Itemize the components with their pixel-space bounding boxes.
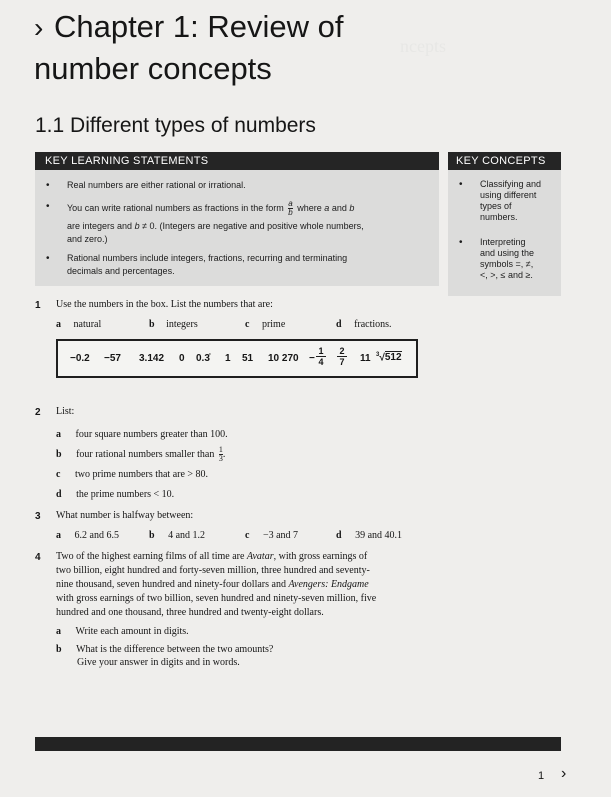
option-text: Write each amount in digits. (75, 626, 189, 637)
q1-option-b (149, 318, 198, 332)
option-letter: b (149, 530, 155, 541)
q4-line: with gross earnings of two billion, seven hundred and ninety-seven million, five (56, 593, 377, 604)
option-text: 6.2 and 6.5 (74, 530, 119, 541)
footer-bar (35, 737, 561, 751)
variable-a: a (324, 202, 330, 213)
q4-option-b (56, 643, 273, 657)
option-text: integers (166, 319, 198, 330)
option-letter: a (56, 429, 61, 440)
bullet-icon: • (459, 179, 463, 190)
option-letter: c (56, 469, 61, 480)
key-learning-text: where (297, 202, 322, 213)
film-title-avatar: Avatar (246, 551, 274, 562)
box-number: 51 (242, 353, 254, 364)
q4-option-b-line2: Give your answer in digits and in words. (77, 657, 240, 668)
film-title-avengers: Avengers: Endgame (288, 579, 369, 590)
bullet-icon: • (459, 237, 463, 248)
box-cube-root: $^3$√512 (376, 352, 402, 364)
box-number-recurring: 0.3̇ (196, 353, 210, 364)
option-text: −3 and 7 (262, 530, 299, 541)
bullet-icon: • (46, 180, 50, 191)
question-number-2: 2 (35, 407, 41, 418)
bullet-icon: • (46, 253, 50, 264)
key-concept-1 (459, 179, 558, 223)
section-title: 1.1 Different types of numbers (35, 114, 316, 137)
key-learning-header: KEY LEARNING STATEMENTS (35, 152, 439, 170)
question-2-text: List: (56, 406, 75, 417)
option-text: fractions. (354, 319, 392, 330)
variable-b: b (349, 202, 355, 213)
q4-line: nine thousand, seven hundred and ninety-four dollars and (56, 579, 286, 590)
box-number: 0 (179, 353, 185, 364)
q3-option-b (149, 529, 205, 543)
option-text: natural (73, 319, 102, 330)
key-learning-bullet-3 (46, 252, 432, 278)
option-letter: b (56, 448, 62, 460)
q1-option-a (56, 318, 101, 332)
option-text: What is the difference between the two amounts? (76, 644, 274, 655)
option-letter: d (336, 319, 342, 330)
key-concepts-panel (448, 170, 561, 296)
option-letter: c (245, 530, 250, 541)
box-number: 1 (225, 353, 231, 364)
box-number: 10 270 (268, 353, 299, 364)
fraction-one-third: $\frac{1}{3}$ (218, 445, 223, 463)
option-letter: d (56, 489, 62, 500)
question-number-4: 4 (35, 552, 41, 563)
key-concept-2 (459, 237, 558, 281)
key-concepts-header: KEY CONCEPTS (448, 152, 561, 170)
key-learning-text: and (331, 202, 347, 213)
option-suffix: . (222, 448, 226, 460)
q3-option-a (56, 529, 119, 543)
box-fraction-two-sevenths: $\frac{2}{7}$ (337, 346, 347, 368)
q2-option-d (56, 488, 174, 502)
q4-line: , with gross earnings of (273, 551, 368, 562)
option-text: 39 and 40.1 (355, 530, 403, 541)
key-learning-text: decimals and percentages. (67, 266, 175, 276)
q3-option-c (245, 529, 298, 543)
box-fraction-one-quarter: $\frac{1}{4}$ (316, 346, 326, 368)
option-text: four square numbers greater than 100. (75, 429, 228, 440)
key-concept-line: types of (480, 201, 512, 211)
q4-line: two billion, eight hundred and forty-seven million, three hundred and seventy- (56, 565, 370, 576)
option-letter: a (56, 530, 61, 541)
variable-b: b (134, 221, 140, 231)
option-text: two prime numbers that are > 80. (74, 469, 209, 480)
bullet-icon: • (46, 201, 50, 212)
chapter-title-line1: Chapter 1: Review of (53, 9, 344, 44)
q2-option-c (56, 468, 208, 482)
box-number: 11 (360, 353, 371, 364)
q4-option-a (56, 625, 189, 639)
box-number: −0.2 (70, 353, 90, 364)
fraction-a-over-b: $\frac{a}{b}$ (288, 199, 293, 217)
key-concept-line: Interpreting (480, 237, 526, 247)
key-concept-line: numbers. (480, 212, 518, 222)
key-concept-line: using different (480, 190, 537, 200)
question-3-text: What number is halfway between: (56, 510, 194, 521)
key-learning-text: ≠ 0. (Integers are negative and positive whole numbers, (142, 221, 364, 231)
option-text: 4 and 1.2 (168, 530, 206, 541)
key-concept-line: Classifying and (480, 179, 542, 189)
number-box (56, 339, 418, 378)
key-learning-text: are integers and (67, 221, 133, 231)
page-number: 1 (538, 770, 545, 782)
key-learning-panel (35, 170, 439, 286)
q4-line: Two of the highest earning films of all time are (56, 551, 245, 562)
option-text: prime (261, 319, 286, 330)
box-number: −57 (104, 353, 121, 364)
key-concept-line: and using the (480, 248, 535, 258)
q2-option-a (56, 428, 228, 442)
key-learning-text: You can write rational numbers as fractions in the form (67, 202, 284, 213)
question-number-1: 1 (35, 300, 41, 311)
q1-option-c (245, 318, 285, 332)
chapter-title-line2: number concepts (34, 51, 272, 86)
box-number: 3.142 (139, 353, 165, 364)
chapter-title (34, 6, 343, 89)
key-concept-line: symbols =, ≠, (480, 259, 534, 269)
option-letter: b (149, 319, 155, 330)
next-page-chevron-icon[interactable]: › (561, 765, 567, 782)
key-learning-bullet-2-cont (67, 220, 432, 246)
question-4-text (56, 550, 426, 620)
key-concept-line: <, >, ≤ and ≥. (480, 270, 533, 280)
q4-line: hundred and one thousand, three hundred and twenty-eight dollars. (56, 607, 324, 618)
bleed-through-text: ncepts (400, 36, 446, 56)
option-letter: a (56, 626, 61, 637)
key-learning-text: Rational numbers include integers, fractions, recurring and terminating (67, 253, 348, 263)
option-letter: c (245, 319, 250, 330)
question-number-3: 3 (35, 511, 41, 522)
option-text: the prime numbers < 10. (76, 489, 175, 500)
key-learning-text: Real numbers are either rational or irrational. (67, 180, 246, 190)
question-1-text: Use the numbers in the box. List the numbers that are: (56, 299, 273, 310)
option-letter: a (56, 319, 61, 330)
option-letter: d (336, 530, 342, 541)
key-learning-bullet-2 (46, 199, 427, 217)
option-letter: b (56, 644, 62, 655)
q2-option-b (56, 446, 225, 463)
negative-sign: − (309, 353, 315, 364)
chevron-right-icon: › (34, 12, 44, 43)
q3-option-d (336, 529, 402, 543)
option-text: four rational numbers smaller than (76, 448, 215, 460)
q1-option-d (336, 318, 392, 332)
key-learning-bullet-1 (46, 179, 246, 192)
key-learning-text: and zero.) (67, 234, 108, 244)
